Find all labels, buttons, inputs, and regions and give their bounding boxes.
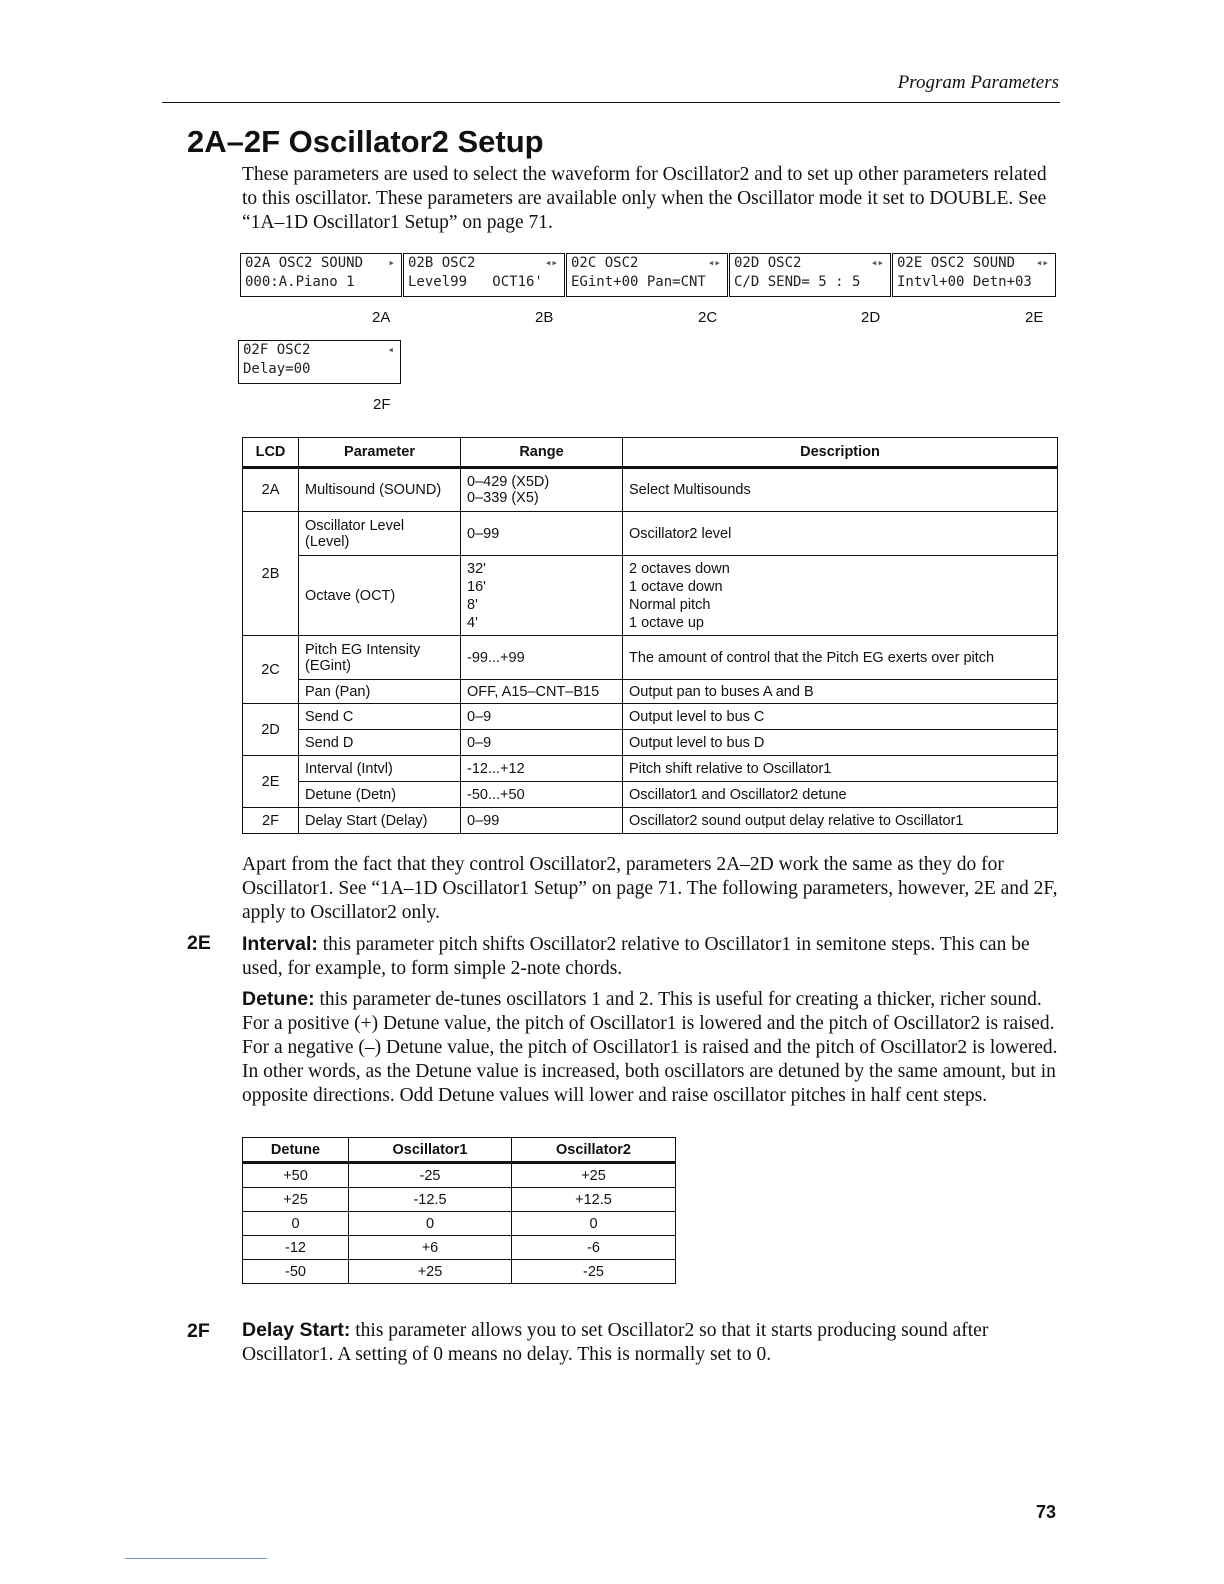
lcd-cell: 2D	[243, 704, 299, 756]
description-cell: Oscillator2 sound output delay relative to Oscillator1	[623, 808, 1058, 834]
table-row	[243, 782, 1058, 808]
lcd-screen-2e	[892, 253, 1056, 297]
table-row	[243, 730, 1058, 756]
lcd-label-2c: 2C	[698, 309, 718, 326]
description-cell: Output level to bus D	[623, 730, 1058, 756]
lcd-line-1: 02D OSC2	[734, 255, 802, 271]
range-line: 32'	[467, 560, 486, 577]
table-row	[243, 1163, 676, 1188]
description-cell: Pitch shift relative to Oscillator1	[623, 756, 1058, 782]
lcd-line-2: 000:A.Piano 1	[245, 274, 355, 290]
range-cell: 0–9	[461, 730, 623, 756]
table-header-row	[243, 438, 1058, 468]
delay-start-paragraph	[242, 1318, 1060, 1367]
range-cell: 0–99	[461, 512, 623, 556]
table-cell: -25	[512, 1260, 676, 1284]
lcd-line-1: 02B OSC2	[408, 255, 476, 271]
running-head: Program Parameters	[897, 72, 1059, 93]
table-header-row	[243, 1138, 676, 1163]
lcd-line-1: 02A OSC2 SOUND	[245, 255, 364, 271]
table-row	[243, 680, 1058, 704]
range-cell: -12...+12	[461, 756, 623, 782]
table-row	[243, 808, 1058, 834]
range-line: 16'	[467, 578, 486, 595]
lcd-line-2: EGint+00 Pan=CNT	[571, 274, 706, 290]
range-cell: 0–9	[461, 704, 623, 730]
table-cell: +25	[243, 1188, 349, 1212]
range-cell: -50...+50	[461, 782, 623, 808]
table-cell: +50	[243, 1163, 349, 1188]
parameter-cell: Delay Start (Delay)	[299, 808, 461, 834]
parameter-line: (EGint)	[305, 657, 351, 674]
table-cell: +25	[349, 1260, 512, 1284]
interval-text: this parameter pitch shifts Oscillator2 relative to Oscillator1 in semitone steps. This can be used, for example, to form simple 2-note chords.	[242, 934, 1030, 979]
footer-line	[125, 1558, 267, 1559]
lcd-cursor-icon: ◂▸	[707, 256, 721, 269]
parameter-cell	[299, 636, 461, 680]
lcd-cell: 2E	[243, 756, 299, 808]
table-row	[243, 1188, 676, 1212]
range-cell: -99...+99	[461, 636, 623, 680]
range-cell: OFF, A15–CNT–B15	[461, 680, 623, 704]
column-header: LCD	[243, 438, 299, 468]
section-marker-2e: 2E	[187, 932, 211, 954]
lcd-cell: 2B	[243, 512, 299, 636]
parameter-cell: Send C	[299, 704, 461, 730]
detune-text: this parameter de-tunes oscillators 1 and 2. This is useful for creating a thicker, richer sound. For a positive (+) Detune value, the pitch of Oscillator1 is lowered and the pitch of Oscillator2 is raised. For a negative (–) Detune value, the pitch of Oscillator1 is raised and the pitch of Oscillator2 is lowered. In other words, as the Detune value is increased, both oscillators are detuned by the same amount, but in opposite directions. Odd Detune values will lower and raise oscillator pitches in half cent steps.	[242, 989, 1058, 1106]
description-cell: The amount of control that the Pitch EG exerts over pitch	[623, 636, 1058, 680]
delay-start-text: this parameter allows you to set Oscillator2 so that it starts producing sound after Oscillator1. A setting of 0 means no delay. This is normally set to 0.	[242, 1320, 989, 1365]
range-cell: 0–99	[461, 808, 623, 834]
range-line: 0–339 (X5)	[467, 490, 539, 506]
table-row	[243, 636, 1058, 680]
column-header: Range	[461, 438, 623, 468]
range-line: 0–429 (X5D)	[467, 474, 550, 490]
description-cell: Select Multisounds	[623, 468, 1058, 512]
parameter-cell: Send D	[299, 730, 461, 756]
detune-table	[242, 1137, 676, 1284]
description-line: 2 octaves down	[629, 560, 730, 577]
parameter-line: Oscillator Level	[305, 517, 405, 534]
detune-term: Detune:	[242, 988, 315, 1010]
lcd-screen-2a	[240, 253, 402, 297]
lcd-screen-2d	[729, 253, 891, 297]
table-row	[243, 1212, 676, 1236]
lcd-line-1: 02E OSC2 SOUND	[897, 255, 1016, 271]
parameter-table	[242, 437, 1058, 834]
lcd-cursor-icon: ▸	[388, 256, 395, 269]
lcd-cursor-icon: ◂▸	[1035, 256, 1049, 269]
interval-paragraph	[242, 932, 1060, 981]
column-header: Oscillator2	[512, 1138, 676, 1163]
parameter-line: Pitch EG Intensity	[305, 641, 421, 658]
lcd-line-1: 02C OSC2	[571, 255, 639, 271]
parameter-cell	[299, 512, 461, 556]
table-cell: -12.5	[349, 1188, 512, 1212]
lcd-line-2: Level99 OCT16'	[408, 274, 543, 290]
table-cell: -25	[349, 1163, 512, 1188]
parameter-cell: Pan (Pan)	[299, 680, 461, 704]
parameter-cell: Interval (Intvl)	[299, 756, 461, 782]
intro-paragraph: These parameters are used to select the waveform for Oscillator2 and to set up other parameters related to this oscillator. These parameters are available only when the Oscillator mode it set to DOUBLE. See “1A–1D Oscillator1 Setup” on page 71.	[242, 164, 1047, 233]
table-cell: 0	[243, 1212, 349, 1236]
apart-paragraph: Apart from the fact that they control Oscillator2, parameters 2A–2D work the same as they do for Oscillator1. See “1A–1D Oscillator1 Setup” on page 71. The following parameters, however, 2E and 2F, apply to Oscillator2 only.	[242, 854, 1058, 923]
lcd-screen-2b	[403, 253, 565, 297]
table-cell: 0	[349, 1212, 512, 1236]
detune-paragraph	[242, 987, 1060, 1108]
description-line: 1 octave up	[629, 614, 704, 631]
table-row	[243, 1260, 676, 1284]
table-row	[243, 704, 1058, 730]
table-cell: +25	[512, 1163, 676, 1188]
parameter-line: (Level)	[305, 533, 350, 550]
table-row	[243, 512, 1058, 556]
table-cell: -6	[512, 1236, 676, 1260]
column-header: Parameter	[299, 438, 461, 468]
lcd-cell: 2C	[243, 636, 299, 704]
section-title: 2A–2F Oscillator2 Setup	[187, 124, 544, 159]
description-cell: Output pan to buses A and B	[623, 680, 1058, 704]
range-cell	[461, 556, 623, 636]
header-rule	[162, 102, 1060, 103]
table-row	[243, 468, 1058, 512]
range-cell	[461, 468, 623, 512]
delay-start-term: Delay Start:	[242, 1319, 351, 1341]
description-cell: Output level to bus C	[623, 704, 1058, 730]
lcd-label-2d: 2D	[861, 309, 881, 326]
parameter-cell: Octave (OCT)	[299, 556, 461, 636]
lcd-line-2: Delay=00	[243, 361, 311, 377]
column-header: Detune	[243, 1138, 349, 1163]
lcd-screen-2c	[566, 253, 728, 297]
table-row	[243, 556, 1058, 636]
column-header: Oscillator1	[349, 1138, 512, 1163]
section-marker-2f: 2F	[187, 1320, 210, 1342]
lcd-cursor-icon: ◂▸	[544, 256, 558, 269]
parameter-cell: Detune (Detn)	[299, 782, 461, 808]
lcd-line-2: C/D SEND= 5 : 5	[734, 274, 861, 290]
description-line: 1 octave down	[629, 578, 723, 595]
lcd-label-2a: 2A	[372, 309, 391, 326]
table-row	[243, 756, 1058, 782]
parameter-cell: Multisound (SOUND)	[299, 468, 461, 512]
table-cell: 0	[512, 1212, 676, 1236]
range-line: 4'	[467, 614, 478, 631]
lcd-cell: 2A	[243, 468, 299, 512]
description-line: Normal pitch	[629, 596, 711, 613]
column-header: Description	[623, 438, 1058, 468]
interval-term: Interval:	[242, 933, 318, 955]
table-cell: +6	[349, 1236, 512, 1260]
table-cell: -12	[243, 1236, 349, 1260]
table-row	[243, 1236, 676, 1260]
lcd-label-2b: 2B	[535, 309, 554, 326]
lcd-line-1: 02F OSC2	[243, 342, 311, 358]
description-cell	[623, 556, 1058, 636]
lcd-line-2: Intvl+00 Detn+03	[897, 274, 1032, 290]
description-cell: Oscillator2 level	[623, 512, 1058, 556]
lcd-row	[240, 253, 1057, 299]
table-cell: -50	[243, 1260, 349, 1284]
description-cell: Oscillator1 and Oscillator2 detune	[623, 782, 1058, 808]
lcd-screen-2f	[238, 340, 401, 384]
lcd-cursor-icon: ◂▸	[870, 256, 884, 269]
lcd-cell: 2F	[243, 808, 299, 834]
range-line: 8'	[467, 596, 478, 613]
lcd-label-2e: 2E	[1025, 309, 1044, 326]
table-cell: +12.5	[512, 1188, 676, 1212]
lcd-label-2f: 2F	[373, 396, 391, 413]
lcd-cursor-icon: ◂	[387, 343, 394, 356]
page-number: 73	[1035, 1502, 1056, 1522]
